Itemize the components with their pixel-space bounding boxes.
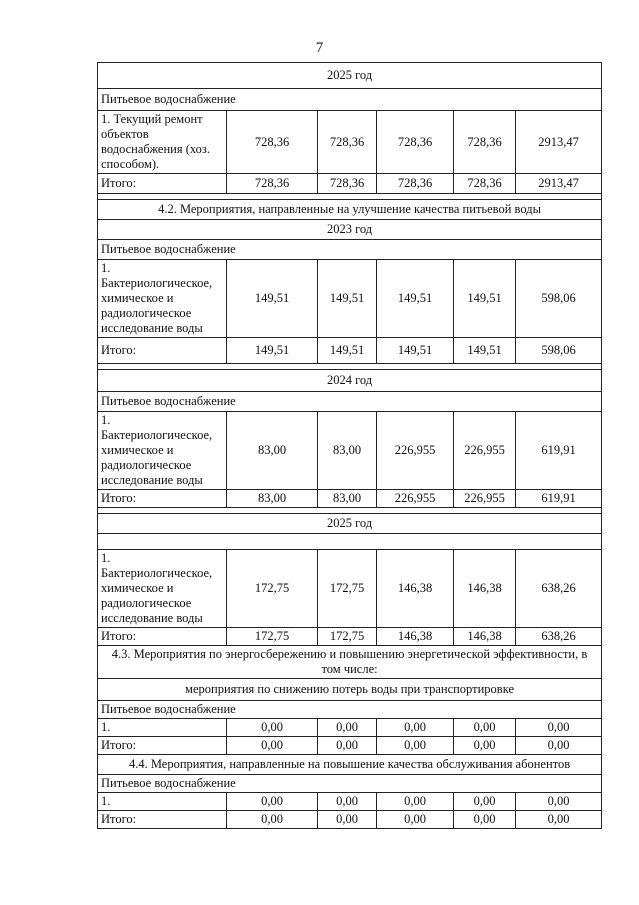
total-cell: 149,51 xyxy=(454,338,516,364)
total-label: Итого: xyxy=(98,737,227,755)
table-row xyxy=(98,111,602,174)
value-cell: 0,00 xyxy=(516,793,602,811)
group-header: Питьевое водоснабжение xyxy=(98,701,602,719)
value-cell: 0,00 xyxy=(377,719,454,737)
total-row xyxy=(98,811,602,829)
total-cell: 149,51 xyxy=(318,338,377,364)
total-cell: 0,00 xyxy=(227,811,318,829)
total-cell: 0,00 xyxy=(516,811,602,829)
item-name: 1. xyxy=(98,719,227,737)
total-row xyxy=(98,338,602,364)
total-cell: 83,00 xyxy=(318,490,377,508)
total-cell: 0,00 xyxy=(318,811,377,829)
value-cell: 0,00 xyxy=(318,719,377,737)
value-cell: 619,91 xyxy=(516,412,602,490)
value-cell: 149,51 xyxy=(454,260,516,338)
total-cell: 728,36 xyxy=(318,174,377,194)
value-cell: 0,00 xyxy=(318,793,377,811)
year-header: 2025 год xyxy=(98,514,602,534)
total-cell: 226,955 xyxy=(377,490,454,508)
total-cell: 0,00 xyxy=(377,811,454,829)
section-heading: 4.3. Мероприятия по энергосбережению и повышению энергетической эффективности, в том числе: xyxy=(98,646,602,679)
value-cell: 598,06 xyxy=(516,260,602,338)
total-cell: 598,06 xyxy=(516,338,602,364)
table-row xyxy=(98,412,602,490)
value-cell: 2913,47 xyxy=(516,111,602,174)
table-row xyxy=(98,719,602,737)
value-cell: 149,51 xyxy=(318,260,377,338)
value-cell: 0,00 xyxy=(516,719,602,737)
item-name: 1. xyxy=(98,793,227,811)
value-cell: 146,38 xyxy=(377,550,454,628)
table-row xyxy=(98,793,602,811)
total-label: Итого: xyxy=(98,811,227,829)
total-row xyxy=(98,737,602,755)
page-number: 7 xyxy=(315,40,324,56)
value-cell: 172,75 xyxy=(318,550,377,628)
table-row xyxy=(98,550,602,628)
section-heading: 4.2. Мероприятия, направленные на улучшение качества питьевой воды xyxy=(98,200,602,220)
year-header: 2024 год xyxy=(98,370,602,392)
total-cell: 728,36 xyxy=(227,174,318,194)
total-cell: 728,36 xyxy=(377,174,454,194)
value-cell: 83,00 xyxy=(318,412,377,490)
total-cell: 146,38 xyxy=(454,628,516,646)
value-cell: 226,955 xyxy=(377,412,454,490)
total-cell: 146,38 xyxy=(377,628,454,646)
total-cell: 226,955 xyxy=(454,490,516,508)
group-header xyxy=(98,534,602,550)
value-cell: 226,955 xyxy=(454,412,516,490)
total-cell: 83,00 xyxy=(227,490,318,508)
value-cell: 0,00 xyxy=(227,793,318,811)
item-name: 1. Бактериологическое, химическое и радиологическое исследование воды xyxy=(98,260,227,338)
section-heading: 4.4. Мероприятия, направленные на повышение качества обслуживания абонентов xyxy=(98,755,602,775)
total-cell: 619,91 xyxy=(516,490,602,508)
total-row xyxy=(98,174,602,194)
total-label: Итого: xyxy=(98,338,227,364)
total-cell: 0,00 xyxy=(227,737,318,755)
total-cell: 149,51 xyxy=(377,338,454,364)
item-name: 1. Бактериологическое, химическое и радиологическое исследование воды xyxy=(98,412,227,490)
total-cell: 0,00 xyxy=(454,737,516,755)
total-cell: 172,75 xyxy=(318,628,377,646)
total-cell: 0,00 xyxy=(516,737,602,755)
total-cell: 0,00 xyxy=(318,737,377,755)
total-cell: 2913,47 xyxy=(516,174,602,194)
value-cell: 0,00 xyxy=(227,719,318,737)
total-cell: 0,00 xyxy=(454,811,516,829)
value-cell: 0,00 xyxy=(454,793,516,811)
total-row xyxy=(98,490,602,508)
item-name: 1. Текущий ремонт объектов водоснабжения (хоз. способом). xyxy=(98,111,227,174)
value-cell: 149,51 xyxy=(377,260,454,338)
year-header: 2025 год xyxy=(98,63,602,89)
value-cell: 149,51 xyxy=(227,260,318,338)
value-cell: 728,36 xyxy=(377,111,454,174)
total-cell: 172,75 xyxy=(227,628,318,646)
table-row xyxy=(98,260,602,338)
group-header: Питьевое водоснабжение xyxy=(98,775,602,793)
value-cell: 728,36 xyxy=(227,111,318,174)
total-row xyxy=(98,628,602,646)
value-cell: 172,75 xyxy=(227,550,318,628)
total-cell: 0,00 xyxy=(377,737,454,755)
group-header: Питьевое водоснабжение xyxy=(98,240,602,260)
value-cell: 728,36 xyxy=(454,111,516,174)
value-cell: 0,00 xyxy=(454,719,516,737)
section-subheading: мероприятия по снижению потерь воды при транспортировке xyxy=(98,679,602,701)
value-cell: 83,00 xyxy=(227,412,318,490)
value-cell: 728,36 xyxy=(318,111,377,174)
total-cell: 149,51 xyxy=(227,338,318,364)
total-label: Итого: xyxy=(98,490,227,508)
group-header: Питьевое водоснабжение xyxy=(98,392,602,412)
value-cell: 0,00 xyxy=(377,793,454,811)
investment-table xyxy=(97,62,602,829)
total-cell: 728,36 xyxy=(454,174,516,194)
group-header: Питьевое водоснабжение xyxy=(98,89,602,111)
total-label: Итого: xyxy=(98,174,227,194)
item-name: 1. Бактериологическое, химическое и радиологическое исследование воды xyxy=(98,550,227,628)
value-cell: 638,26 xyxy=(516,550,602,628)
total-label: Итого: xyxy=(98,628,227,646)
value-cell: 146,38 xyxy=(454,550,516,628)
total-cell: 638,26 xyxy=(516,628,602,646)
year-header: 2023 год xyxy=(98,220,602,240)
